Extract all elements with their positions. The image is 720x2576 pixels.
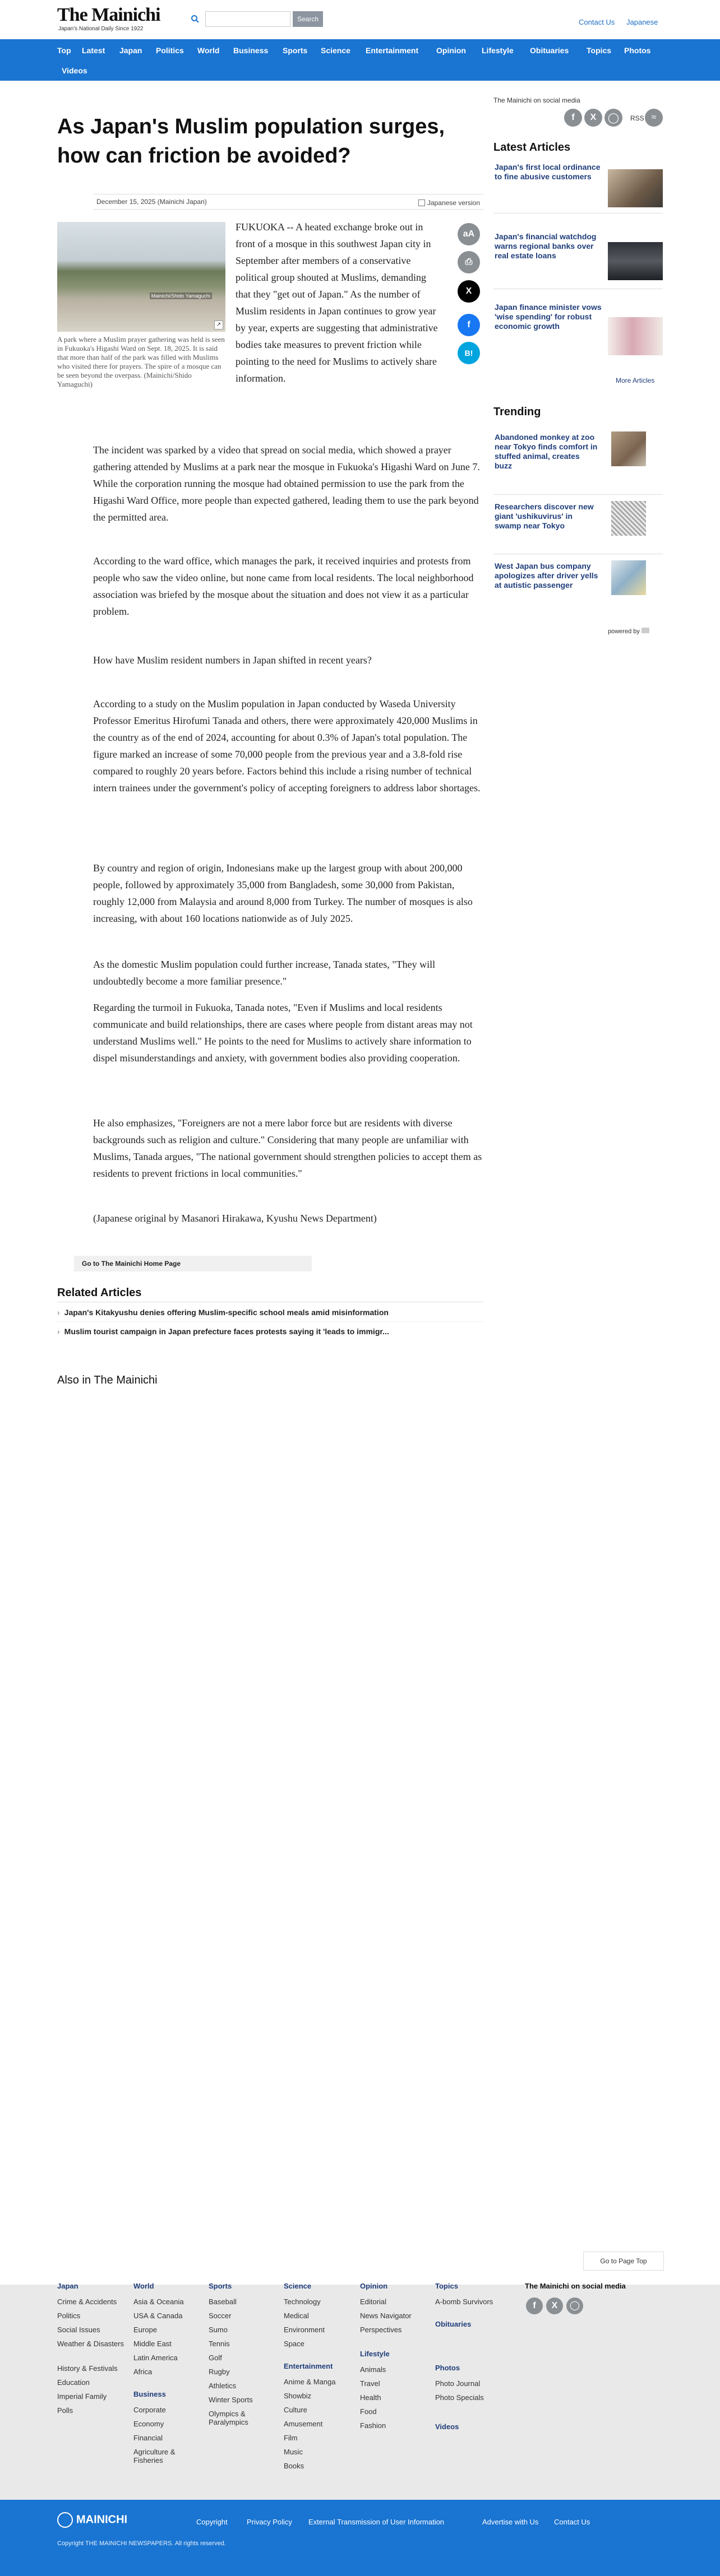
footer-link[interactable]: USA & Canada <box>133 2312 183 2320</box>
trending-article-link[interactable]: Researchers discover new giant 'ushikuvirus' in swamp near Tokyo <box>495 502 594 530</box>
footer-heading[interactable]: Opinion <box>360 2282 388 2290</box>
instagram-icon[interactable]: ◯ <box>604 109 622 127</box>
nav-world[interactable]: World <box>197 46 220 55</box>
footer-advertise-link[interactable]: Advertise with Us <box>482 2518 539 2526</box>
footer-link[interactable]: Polls <box>57 2406 73 2415</box>
search-input[interactable] <box>205 11 290 27</box>
footer-link[interactable]: Baseball <box>209 2297 237 2306</box>
footer-external-transmission-link[interactable]: External Transmission of User Information <box>308 2518 445 2526</box>
footer-link[interactable]: Culture <box>284 2406 307 2414</box>
trending-article-link[interactable]: West Japan bus company apologizes after driver yells at autistic passenger <box>495 561 598 590</box>
main-nav <box>0 39 720 81</box>
footer-heading[interactable]: Japan <box>57 2282 79 2290</box>
footer-link[interactable]: Asia & Oceania <box>133 2297 184 2306</box>
japanese-link[interactable]: Japanese <box>626 18 658 26</box>
footer-link[interactable]: Food <box>360 2407 377 2416</box>
nav-latest[interactable]: Latest <box>82 46 105 55</box>
footer-heading[interactable]: Videos <box>435 2422 459 2431</box>
footer-link[interactable]: Travel <box>360 2379 380 2388</box>
nav-science[interactable]: Science <box>321 46 350 55</box>
japanese-version-link[interactable]: Japanese version <box>418 199 480 207</box>
latest-article-link[interactable]: Japan's financial watchdog warns regional banks over real estate loans <box>495 232 597 260</box>
footer-link[interactable]: Health <box>360 2393 381 2402</box>
footer-link[interactable]: Tennis <box>209 2340 230 2348</box>
external-link-icon <box>418 199 425 206</box>
x-icon[interactable]: X <box>584 109 602 127</box>
instagram-icon[interactable]: ◯ <box>566 2297 583 2314</box>
expand-icon[interactable]: ↗ <box>214 321 223 329</box>
nav-business[interactable]: Business <box>233 46 269 55</box>
rss-icon[interactable]: ≈ <box>645 109 663 127</box>
related-article-link[interactable]: › Muslim tourist campaign in Japan prefecture faces protests saying it 'leads to immigr... <box>57 1327 389 1336</box>
footer-link[interactable]: Olympics & Paralympics <box>209 2410 248 2426</box>
footer-link[interactable]: Soccer <box>209 2312 232 2320</box>
footer-link[interactable]: Books <box>284 2462 304 2470</box>
article-photo[interactable] <box>57 222 225 332</box>
footer-heading[interactable]: Photos <box>435 2364 460 2372</box>
print-icon[interactable]: ⎙ <box>458 251 480 273</box>
divider <box>57 1321 483 1322</box>
nav-japan[interactable]: Japan <box>119 46 142 55</box>
footer-social-title: The Mainichi on social media <box>525 2282 626 2290</box>
nav-lifestyle[interactable]: Lifestyle <box>482 46 514 55</box>
nav-videos[interactable]: Videos <box>62 66 87 75</box>
footer-link[interactable]: Photo Journal <box>435 2379 481 2388</box>
article-paragraph: As the domestic Muslim population could further increase, Tanada states, "They will undoubtedly become a more familiar presence." <box>93 959 436 987</box>
footer-copyright-link[interactable]: Copyright <box>196 2518 228 2526</box>
footer-link[interactable]: Environment <box>284 2326 325 2334</box>
article-paragraph: FUKUOKA -- A heated exchange broke out in front of a mosque in this southwest Japan city in September after members of a conservative political group shouted at Muslims, demanding that they "get out of Japan." As the number of Muslim residents in Japan continues to grow year by year, experts are suggesting that administrative bodies take measures to prevent friction while pointing to the need for Muslims to actively share information. <box>236 221 438 384</box>
footer-link[interactable]: Crime & Accidents <box>57 2297 117 2306</box>
footer-link[interactable]: Middle East <box>133 2340 172 2348</box>
footer-link[interactable]: Photo Specials <box>435 2393 484 2402</box>
footer-heading[interactable]: Science <box>284 2282 312 2290</box>
x-icon[interactable]: X <box>546 2297 563 2314</box>
latest-article-thumbnail[interactable] <box>608 169 663 207</box>
footer-link[interactable]: Education <box>57 2378 90 2387</box>
facebook-icon[interactable]: f <box>564 109 582 127</box>
facebook-icon[interactable]: f <box>526 2297 543 2314</box>
site-logo[interactable]: The Mainichi <box>57 4 160 25</box>
latest-article-link[interactable]: Japan finance minister vows 'wise spending' for robust economic growth <box>495 303 602 331</box>
article-date: December 15, 2025 (Mainichi Japan) <box>96 198 207 206</box>
trending-title: Trending <box>493 406 541 418</box>
article-paragraph: How have Muslim resident numbers in Japan shifted in recent years? <box>93 655 372 666</box>
footer-heading[interactable]: Topics <box>435 2282 458 2290</box>
related-articles-title: Related Articles <box>57 1287 142 1299</box>
search-icon <box>191 15 200 24</box>
footer-link[interactable]: News Navigator <box>360 2312 412 2320</box>
article-author: (Japanese original by Masanori Hirakawa, Kyushu News Department) <box>93 1213 377 1224</box>
home-page-link[interactable]: Go to The Mainichi Home Page <box>74 1256 312 1271</box>
footer-link[interactable]: Europe <box>133 2326 157 2334</box>
footer-heading[interactable]: Lifestyle <box>360 2350 390 2358</box>
photo-caption: A park where a Muslim prayer gathering was held is seen in Fukuoka's Higashi Ward on Sept. 18, 2025. It is said that more than half of the park was filled with Muslims who visited there for prayers. The spire of a mosque can be seen beyond the overpass. (Mainichi/Shido Yamaguchi) <box>57 335 225 388</box>
nav-photos[interactable]: Photos <box>624 46 651 55</box>
article-paragraph: Regarding the turmoil in Fukuoka, Tanada notes, "Even if Muslims and local residents communicate and build relationships, there are cases where people from distant areas may not understand Muslims well." He points to the need for Muslims to actively share information to dispel misunderstandings and anxiety, with government bodies also providing cooperation. <box>93 1002 473 1064</box>
photo-credit: Mainichi/Shido Yamaguchi <box>150 293 212 299</box>
site-tagline: Japan's National Daily Since 1922 <box>58 26 144 32</box>
footer-link[interactable]: Africa <box>133 2368 153 2376</box>
footer-heading[interactable]: Business <box>133 2390 166 2398</box>
footer-link[interactable]: Corporate <box>133 2406 166 2414</box>
footer-link[interactable]: Weather & Disasters <box>57 2340 124 2348</box>
chevron-right-icon: › <box>57 1327 60 1336</box>
footer-link[interactable]: Medical <box>284 2312 309 2320</box>
footer-link[interactable]: Rugby <box>209 2368 230 2376</box>
footer-heading[interactable]: World <box>133 2282 154 2290</box>
mainichi-logo-icon <box>57 2512 73 2528</box>
footer-link[interactable]: Space <box>284 2340 304 2348</box>
bottom-bar <box>0 2500 720 2576</box>
footer-link[interactable]: Showbiz <box>284 2392 312 2400</box>
also-in-title: Also in The Mainichi <box>57 1374 158 1386</box>
footer-link[interactable]: Financial <box>133 2434 163 2442</box>
footer-heading[interactable]: Obituaries <box>435 2320 472 2328</box>
x-share-icon[interactable]: X <box>458 280 480 303</box>
footer-link[interactable]: Amusement <box>284 2420 323 2428</box>
hatena-share-icon[interactable]: B! <box>458 342 480 364</box>
article-paragraph: By country and region of origin, Indonesians make up the largest group with about 200,000 people, followed by approximately 35,000 from Bangladesh, some 30,000 from Pakistan, roughly 12,000 from Malaysia and around 8,000 from Turkey. The number of mosques is also increasing, with about 160 locations nationwide as of July 2025. <box>93 862 473 924</box>
font-size-icon[interactable]: aA <box>458 223 480 245</box>
footer-link[interactable]: Anime & Manga <box>284 2378 336 2386</box>
footer-link[interactable]: Fashion <box>360 2421 386 2430</box>
footer-link[interactable]: Music <box>284 2448 303 2456</box>
footer-heading[interactable]: Sports <box>209 2282 232 2290</box>
latest-article-thumbnail[interactable] <box>608 242 663 280</box>
footer-link[interactable]: Winter Sports <box>209 2396 253 2404</box>
page-top-button[interactable]: Go to Page Top <box>583 2252 664 2271</box>
article-paragraph: According to a study on the Muslim population in Japan conducted by Waseda University Professor Emeritus Hirofumi Tanada and others, there were approximately 420,000 Muslims in the country as of the end of 2024, accounting for about 0.3% of Japan's total population. The figure marked an increase of some 70,000 people from the previous year and a 3.8-fold rise compared to roughly 20 years before. Factors behind this include a rising number of technical intern trainees under the government's policy of accepting foreigners to address labor shortages. <box>93 698 481 793</box>
chevron-right-icon: › <box>57 1308 60 1317</box>
provider-logo-icon <box>641 628 649 633</box>
nav-top[interactable]: Top <box>57 46 71 55</box>
nav-entertainment[interactable]: Entertainment <box>366 46 419 55</box>
related-article-link[interactable]: › Japan's Kitakyushu denies offering Muslim-specific school meals amid misinformation <box>57 1308 389 1317</box>
footer-link[interactable]: Animals <box>360 2365 386 2374</box>
powered-by-label: powered by <box>608 628 649 635</box>
trending-thumbnail[interactable] <box>611 501 646 536</box>
nav-topics[interactable]: Topics <box>587 46 612 55</box>
footer-link[interactable]: Sumo <box>209 2326 228 2334</box>
footer-privacy-link[interactable]: Privacy Policy <box>247 2518 292 2526</box>
trending-thumbnail[interactable] <box>611 560 646 595</box>
mainichi-footer-logo[interactable]: MAINICHI <box>57 2512 127 2528</box>
footer-link[interactable]: A-bomb Survivors <box>435 2297 493 2306</box>
more-articles-link[interactable]: More Articles <box>616 377 655 384</box>
article-paragraph: According to the ward office, which manages the park, it received inquiries and protests from people who saw the video online, but none came from local residents. The local neighborhood association was briefed by the mosque about the situation and does not view it as a particular problem. <box>93 555 474 617</box>
footer-link[interactable]: Golf <box>209 2354 222 2362</box>
nav-sports[interactable]: Sports <box>283 46 308 55</box>
trending-thumbnail[interactable] <box>611 431 646 466</box>
nav-obituaries[interactable]: Obituaries <box>530 46 569 55</box>
footer-link[interactable]: Technology <box>284 2297 321 2306</box>
trending-article-link[interactable]: Abandoned monkey at zoo near Tokyo finds comfort in stuffed animal, creates buzz <box>495 433 598 470</box>
article-paragraph: The incident was sparked by a video that spread on social media, which showed a prayer gathering attended by Muslims at a park near the mosque in Fukuoka's Higashi Ward on June 7. While the corporation running the mosque had obtained permission to use the park from the Higashi Ward Office, more people than expected gathered, leading them to use the park beyond the permitted area. <box>93 444 480 523</box>
facebook-share-icon[interactable]: f <box>458 314 480 336</box>
footer-link[interactable]: Film <box>284 2434 298 2442</box>
footer-link[interactable]: Perspectives <box>360 2326 402 2334</box>
footer-link[interactable]: Economy <box>133 2420 164 2428</box>
rss-label[interactable]: RSS <box>630 114 644 122</box>
footer-contact-link[interactable]: Contact Us <box>554 2518 590 2526</box>
footer-link[interactable]: Politics <box>57 2312 81 2320</box>
footer-link[interactable]: Social Issues <box>57 2326 100 2334</box>
copyright-text: Copyright THE MAINICHI NEWSPAPERS. All rights reserved. <box>57 2540 226 2547</box>
footer-link[interactable]: Athletics <box>209 2382 237 2390</box>
footer-link[interactable]: Agriculture & Fisheries <box>133 2448 176 2464</box>
article-title: As Japan's Muslim population surges, how can friction be avoided? <box>57 115 445 168</box>
footer-link[interactable]: Latin America <box>133 2354 178 2362</box>
nav-politics[interactable]: Politics <box>156 46 184 55</box>
latest-articles-title: Latest Articles <box>493 141 571 154</box>
footer-link[interactable]: Editorial <box>360 2297 386 2306</box>
divider <box>493 494 663 495</box>
footer-heading[interactable]: Entertainment <box>284 2362 333 2370</box>
article-meta <box>93 194 483 210</box>
contact-link[interactable]: Contact Us <box>579 18 615 26</box>
latest-article-thumbnail[interactable] <box>608 317 663 355</box>
site-header <box>0 0 720 39</box>
article-paragraph: He also emphasizes, "Foreigners are not a mere labor force but are residents with diverse backgrounds such as religion and culture." Considering that many people are unfamiliar with Muslims, Tanada argues, "The national government should strengthen policies to accept them as residents to prevent frictions in local communities." <box>93 1117 482 1179</box>
latest-article-link[interactable]: Japan's first local ordinance to fine abusive customers <box>495 163 601 181</box>
footer-link[interactable]: History & Festivals <box>57 2364 118 2373</box>
footer-link[interactable]: Imperial Family <box>57 2392 107 2401</box>
nav-opinion[interactable]: Opinion <box>436 46 466 55</box>
social-media-title: The Mainichi on social media <box>493 96 580 104</box>
search-button[interactable]: Search <box>293 11 323 27</box>
